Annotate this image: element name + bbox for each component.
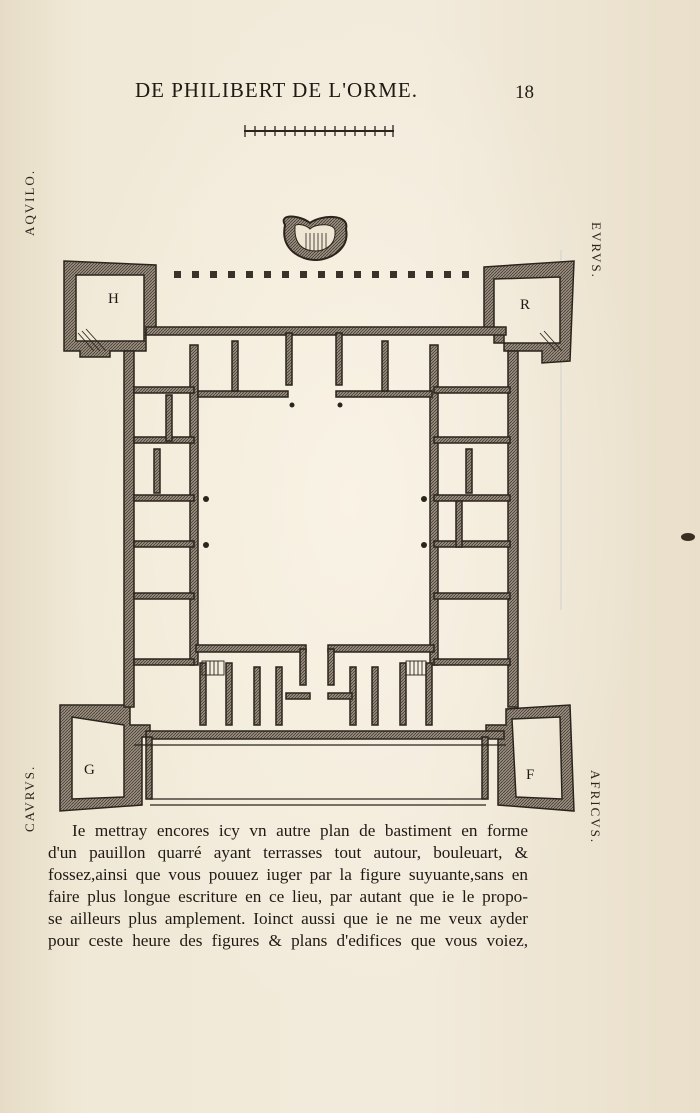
room-label-r: R xyxy=(520,297,531,313)
running-header xyxy=(0,78,700,108)
terrace-edge xyxy=(134,745,506,805)
text-line: Ie mettray encores icy vn autre plan de bastiment en forme xyxy=(72,821,528,840)
room-label-h: H xyxy=(108,291,119,307)
courtyard-columns xyxy=(203,403,427,549)
text-line: fossez,ainsi que vous pouuez iuger par la figure suyuante,sans en xyxy=(48,865,528,884)
text-line: se ailleurs plus amplement. Ioinct aussi que ie ne me veux ayder xyxy=(48,909,528,928)
text-line: d'un pauillon quarré ayant terrasses tout autour, bouleuart, & xyxy=(48,843,528,862)
pavilion-h xyxy=(64,261,156,357)
wind-label-aquilo: AQVILO. xyxy=(22,168,37,236)
floor-plan xyxy=(50,205,590,815)
terrace-posts xyxy=(174,271,469,278)
page-number: 18 xyxy=(515,82,534,103)
page-title: DE PHILIBERT DE L'ORME. xyxy=(135,78,418,102)
text-line: pour ceste heure des figures & plans d'edifices que vous voiez, xyxy=(48,931,528,950)
wind-label-eurus: EVRVS. xyxy=(589,222,604,279)
ink-blot xyxy=(681,533,695,541)
scale-bar xyxy=(244,124,394,138)
floor-plan-drawing xyxy=(50,205,590,815)
pavilion-f xyxy=(486,705,574,811)
body-paragraph xyxy=(48,820,528,952)
small-stairs xyxy=(78,329,562,675)
wind-label-africus: AFRICVS. xyxy=(588,770,603,845)
room-label-g: G xyxy=(84,762,95,778)
pavilion-g xyxy=(60,705,150,811)
wind-label-caurus: CAVRVS. xyxy=(22,764,37,832)
text-line: faire plus longue escriture en ce lieu, par autant que ie le propo- xyxy=(48,887,528,906)
room-label-f: F xyxy=(526,767,535,783)
staircase xyxy=(284,217,347,261)
